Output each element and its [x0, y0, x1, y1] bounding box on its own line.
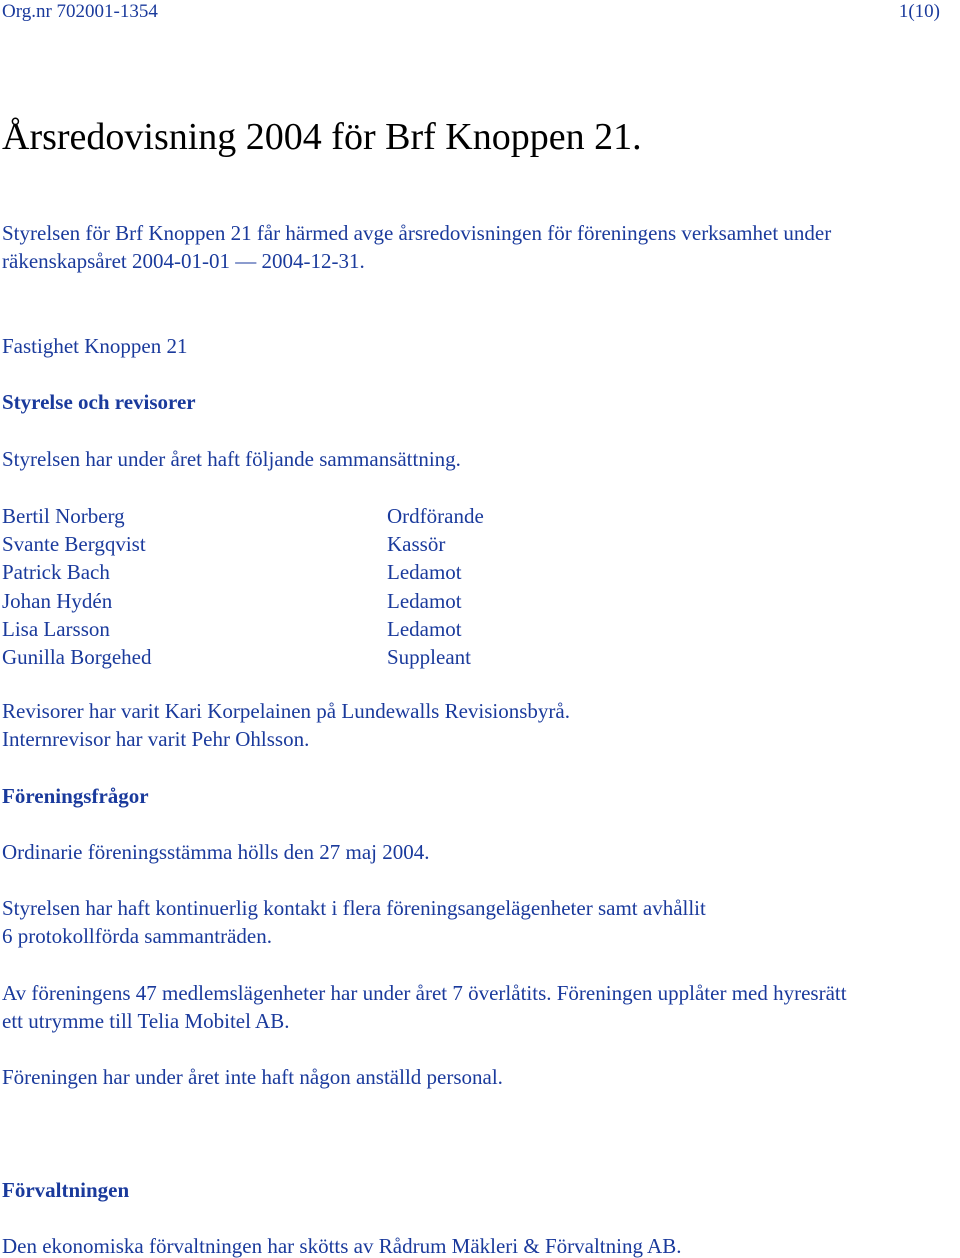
contact-line-2: 6 protokollförda sammanträden. — [2, 924, 273, 948]
board-member-name: Svante Bergqvist — [2, 532, 146, 557]
board-member-name: Bertil Norberg — [2, 504, 125, 528]
auditors-line: Revisorer har varit Kari Korpelainen på Lundewalls Revisionsbyrå. — [2, 699, 570, 723]
board-heading: Styrelse och revisorer — [2, 390, 196, 414]
board-member-name: Gunilla Borgehed — [2, 645, 152, 670]
apartments-line-2: ett utrymme till Telia Mobitel AB. — [2, 1009, 290, 1033]
board-member-name: Johan Hydén — [2, 588, 113, 613]
association-heading: Föreningsfrågor — [2, 784, 149, 808]
board-member-role: Kassör — [387, 532, 446, 557]
intro-line-2: räkenskapsåret 2004-01-01 — 2004-12-31. — [2, 249, 365, 273]
board-member-roles — [387, 502, 484, 671]
board-member-name: Lisa Larsson — [2, 616, 110, 641]
property-label: Fastighet Knoppen 21 — [2, 334, 188, 358]
internal-auditor-line: Internrevisor har varit Pehr Ohlsson. — [2, 727, 310, 751]
page-number: 1(10) — [898, 1, 940, 22]
board-intro: Styrelsen har under året haft följande sammansättning. — [2, 447, 461, 471]
contact-line-1: Styrelsen har haft kontinuerlig kontakt i flera föreningsangelägenheter samt avhållit — [2, 896, 706, 920]
staff-text: Föreningen har under året inte haft någon anställd personal. — [2, 1065, 503, 1089]
intro-line-1: Styrelsen för Brf Knoppen 21 får härmed avge årsredovisningen för föreningens verksamhet under — [2, 221, 832, 245]
org-number: Org.nr 702001-1354 — [2, 1, 158, 22]
apartments-line-1: Av föreningens 47 medlemslägenheter har under året 7 överlåtits. Föreningen upplåter med hyresrätt — [2, 981, 847, 1005]
board-member-role: Ledamot — [387, 616, 462, 641]
board-member-role: Ledamot — [387, 588, 462, 613]
management-text: Den ekonomiska förvaltningen har skötts av Rådrum Mäkleri & Förvaltning AB. — [2, 1234, 682, 1258]
management-heading: Förvaltningen — [2, 1178, 130, 1202]
document-title: Årsredovisning 2004 för Brf Knoppen 21. — [2, 116, 642, 158]
board-member-names — [2, 502, 152, 671]
board-member-role: Suppleant — [387, 645, 471, 670]
board-member-role: Ordförande — [387, 504, 484, 528]
board-member-name: Patrick Bach — [2, 560, 110, 585]
meeting-text: Ordinarie föreningsstämma hölls den 27 maj 2004. — [2, 840, 430, 864]
board-member-role: Ledamot — [387, 560, 462, 585]
